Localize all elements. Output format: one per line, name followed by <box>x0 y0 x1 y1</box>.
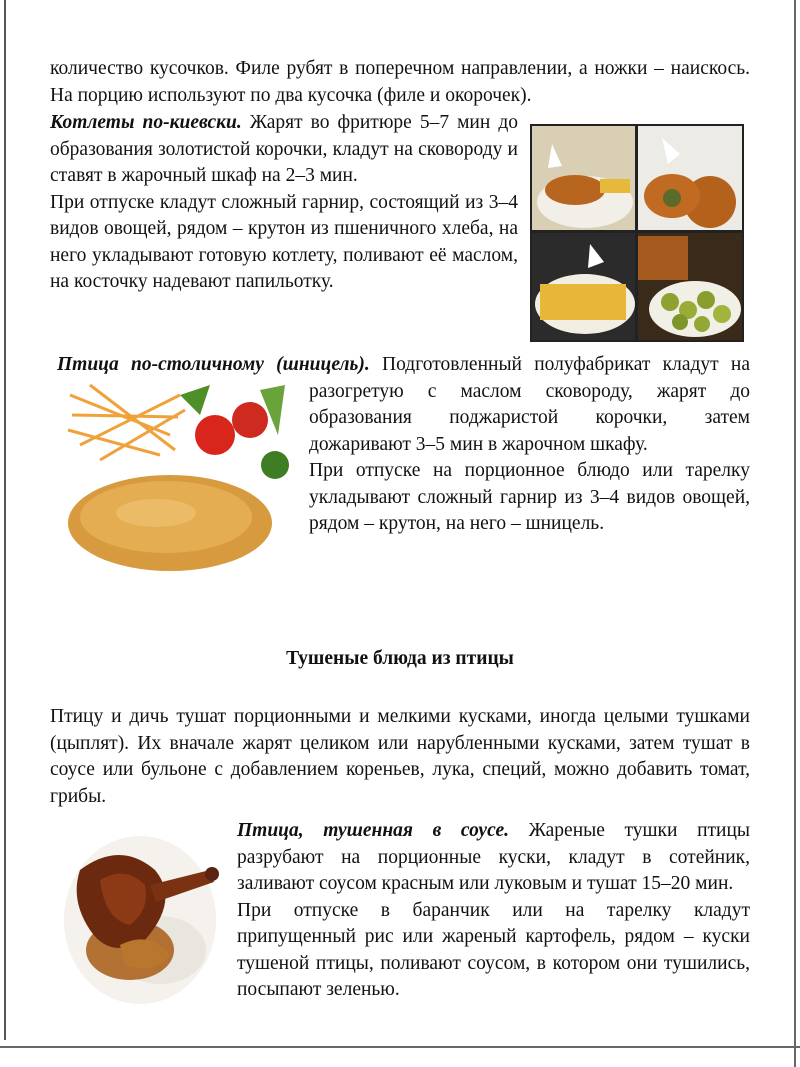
kiev-paragraph-2: При отпуске кладут сложный гарнир, состоящий из 3–4 видов овощей, рядом – крутон из пшеничного хлеба, на него укладывают готовую котлету, поливают её маслом, на косточку надевают папильотку. <box>50 191 518 292</box>
schnitzel-section <box>57 352 750 612</box>
schnitzel-title: Птица по-столичному (шницель). <box>57 354 370 375</box>
section-heading: Тушеные блюда из птицы <box>286 648 514 669</box>
schnitzel-image-spacer <box>57 382 309 612</box>
kiev-paragraph-1: Котлеты по-киевски. Жарят во фритюре 5–7 мин до образования золотистой корочки, кладут на сковороду и ставят в жарочный шкаф на 2–3 мин. <box>50 112 518 186</box>
kiev-title: Котлеты по-киевски. <box>50 112 242 133</box>
stew-paragraph-1: Птица, тушенная в соусе. Жареные тушки птицы разрубают на порционные куски, кладут в сотейник, заливают соусом красным или луковым и тушат 15–20 мин. <box>237 820 750 894</box>
kiev-photo-collage <box>530 124 744 342</box>
schnitzel-paragraph-1: Птица по-столичному (шницель). Подготовленный полуфабрикат кладут на разогретую с маслом сковороду, жарят до образования поджаристой корочки, затем дожаривают 3–5 мин в жарочном шкафу. <box>57 354 751 455</box>
stewed-poultry-section <box>237 818 750 1004</box>
stewed-poultry-art <box>60 830 222 1006</box>
stewed-poultry-photo <box>60 830 222 1006</box>
stew-intro-paragraph: Птицу и дичь тушат порционными и мелкими кусками, иногда целыми тушками (цыплят). Их вначале жарят целиком или нарубленными кусками, затем тушат в соусе или бульоне с добавлением кореньев, лука, специй, можно добавить томат, грибы. <box>50 706 750 807</box>
stew-title: Птица, тушенная в соусе. <box>237 820 510 841</box>
page-bottom-border <box>0 1046 800 1048</box>
page-left-border <box>4 0 6 1040</box>
kiev-cutlets-photo <box>530 124 744 342</box>
page-right-border <box>794 0 796 1067</box>
intro-paragraph: количество кусочков. Филе рубят в поперечном направлении, а ножки – наискось. На порцию используют по два кусочка (филе и окорочек). <box>50 58 750 106</box>
stew-paragraph-2: При отпуске в баранчик или на тарелку кладут припущенный рис или жареный картофель, рядом – куски тушеной птицы, поливают соусом, в котором они тушились, посыпают зеленью. <box>237 899 750 1000</box>
schnitzel-paragraph-2: При отпуске на порционное блюдо или тарелку укладывают сложный гарнир из 3–4 видов овощей, рядом – крутон, на него – шницель. <box>309 460 750 534</box>
kiev-cutlets-section <box>50 110 518 296</box>
